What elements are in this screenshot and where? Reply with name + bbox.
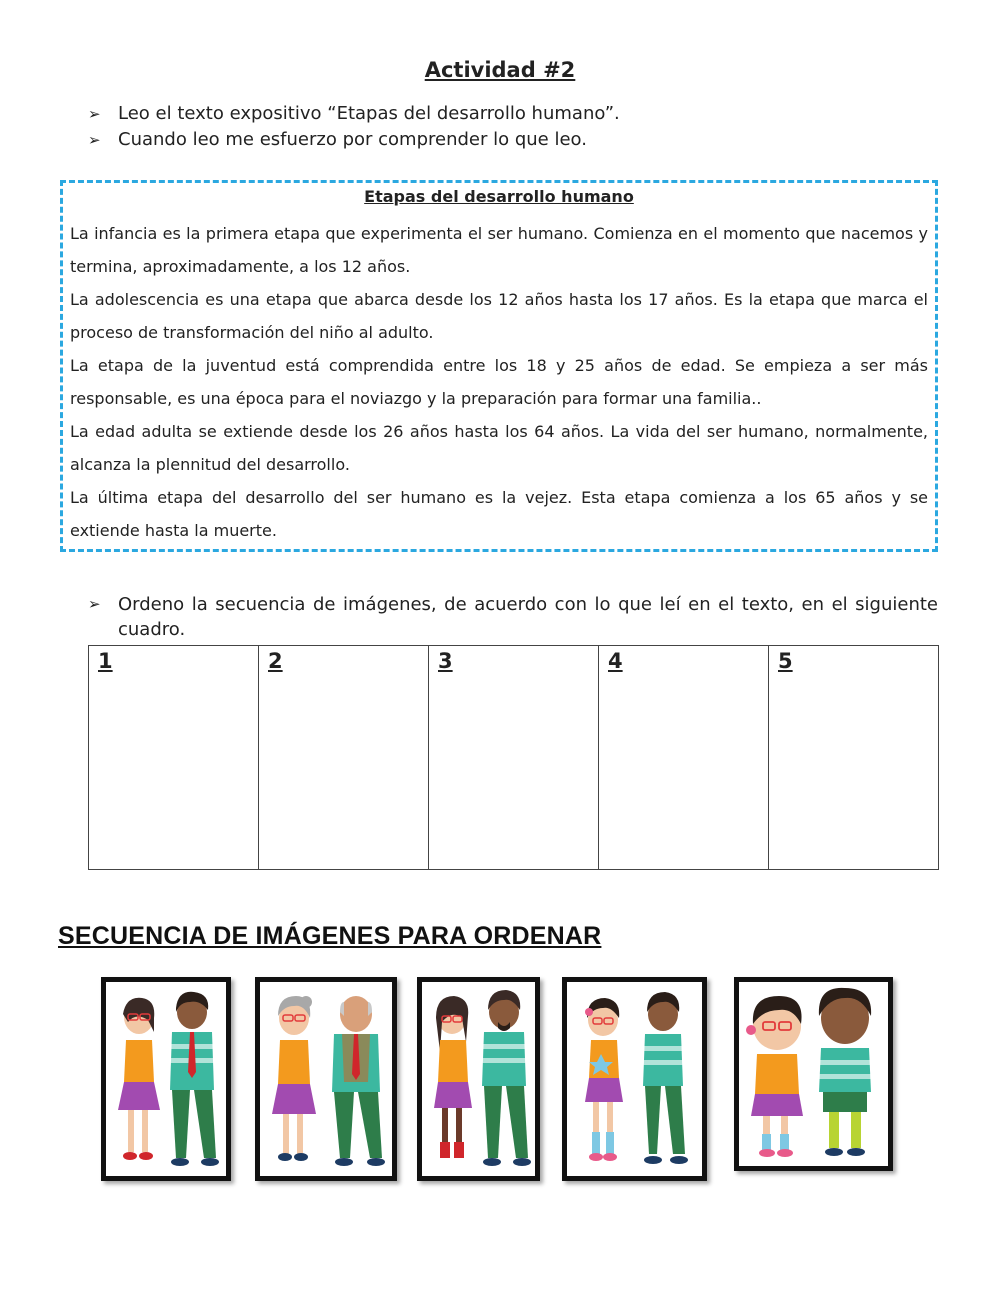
youth-couple-illustration (422, 982, 535, 1176)
list-item: ➢ Cuando leo me esfuerzo por comprender lo que leo. (88, 127, 938, 153)
children-couple-illustration (739, 982, 888, 1166)
image-card-adults[interactable] (101, 977, 231, 1181)
adult-couple-illustration (106, 982, 226, 1176)
paragraph-adolescencia: La adolescencia es una etapa que abarca desde los 12 años hasta los 17 años. Es la etapa que marca el proceso de transformación del niño al adulto. (70, 290, 928, 342)
paragraph-vejez: La última etapa del desarrollo del ser humano es la vejez. Esta etapa comienza a los 65 años y se extiende hasta la muerte. (70, 488, 928, 540)
arrow-bullet-icon: ➢ (88, 595, 101, 613)
page-title: Actividad #2 (424, 58, 576, 82)
arrow-bullet-icon: ➢ (88, 105, 101, 123)
order-slot-4[interactable]: 4 (599, 646, 769, 870)
paragraph-adultez: La edad adulta se extiende desde los 26 años hasta los 64 años. La vida del ser humano, normalmente, alcanza la plennitud del desarrollo. (70, 422, 928, 474)
section-heading: SECUENCIA DE IMÁGENES PARA ORDENAR (58, 922, 602, 950)
image-card-youth[interactable] (417, 977, 540, 1181)
image-card-elderly[interactable] (255, 977, 397, 1181)
order-slot-3[interactable]: 3 (429, 646, 599, 870)
image-card-children[interactable] (734, 977, 893, 1171)
list-item: ➢ Leo el texto expositivo “Etapas del desarrollo humano”. (88, 101, 938, 127)
order-grid (88, 645, 939, 870)
reading-title: Etapas del desarrollo humano (364, 187, 634, 206)
intro-instructions (88, 101, 938, 153)
order-instructions (88, 592, 938, 642)
order-slot-1[interactable]: 1 (89, 646, 259, 870)
adolescent-couple-illustration (567, 982, 702, 1176)
list-item: ➢ Ordeno la secuencia de imágenes, de acuerdo con lo que leí en el texto, en el siguiente cuadro. (88, 594, 938, 640)
image-card-adolescents[interactable] (562, 977, 707, 1181)
reading-text (70, 217, 928, 547)
reading-box (60, 180, 938, 552)
order-slot-5[interactable]: 5 (769, 646, 939, 870)
elderly-couple-illustration (260, 982, 392, 1176)
paragraph-infancia: La infancia es la primera etapa que experimenta el ser humano. Comienza en el momento que nacemos y termina, aproximadamente, a los 12 años. (70, 224, 928, 276)
paragraph-juventud: La etapa de la juventud está comprendida entre los 18 y 25 años de edad. Se empieza a ser más responsable, es una época para el noviazgo y la preparación para formar una familia.. (70, 356, 928, 408)
order-slot-2[interactable]: 2 (259, 646, 429, 870)
arrow-bullet-icon: ➢ (88, 131, 101, 149)
